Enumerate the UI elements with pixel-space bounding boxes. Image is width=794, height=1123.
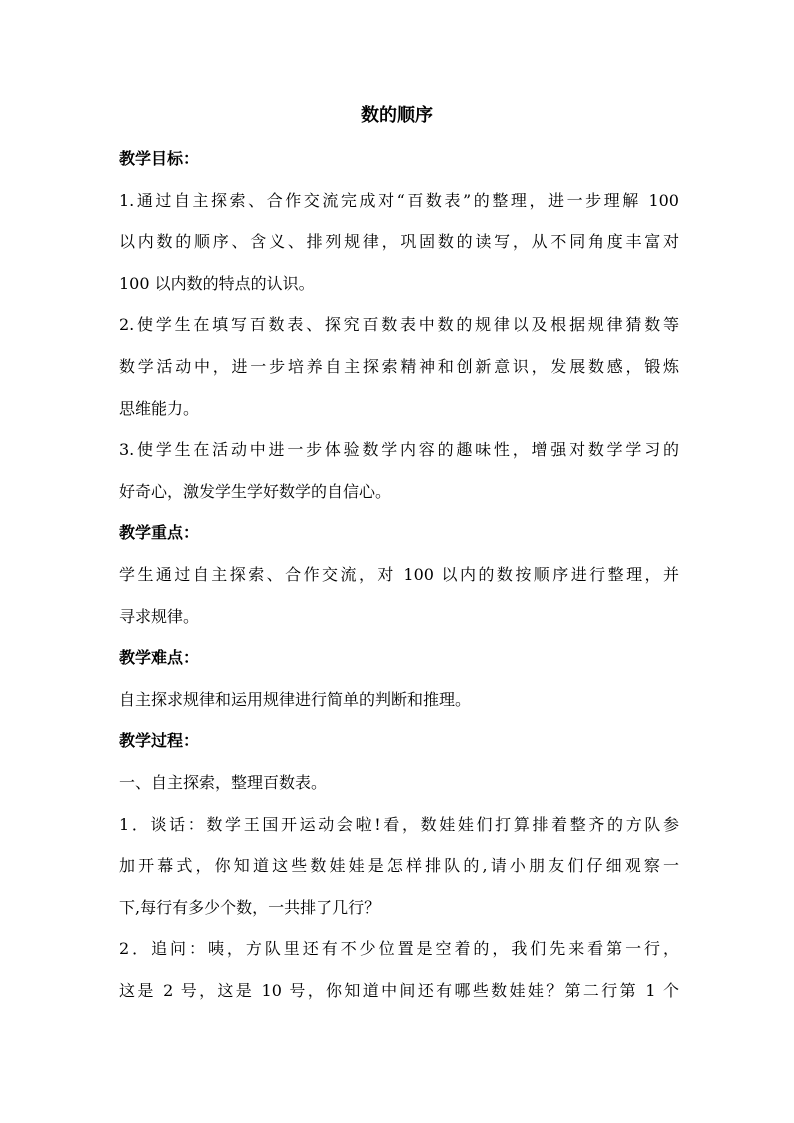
document-body xyxy=(119,145,679,1018)
text-line: 一、自主探索，整理百数表。 xyxy=(119,772,328,792)
text-line: 思维能力。 xyxy=(119,398,200,418)
text-line: 加开幕式，你知道这些数娃娃是怎样排队的,请小朋友们仔细观察一 xyxy=(119,856,679,876)
text-line: 自主探求规律和运用规律进行简单的判断和推理。 xyxy=(119,689,472,709)
text-line: 好奇心，激发学生学好数学的自信心。 xyxy=(119,481,392,501)
text-line: 1．谈话：数学王国开运动会啦!看，数娃娃们打算排着整齐的方队参 xyxy=(119,814,679,834)
text-line: 教学重点： xyxy=(119,523,200,543)
text-line: 100 以内数的特点的认识。 xyxy=(119,273,315,293)
text-line: 1.通过自主探索、合作交流完成对“百数表”的整理，进一步理解 100 xyxy=(119,190,679,210)
text-line: 2.使学生在填写百数表、探究百数表中数的规律以及根据规律猜数等 xyxy=(119,315,679,335)
text-line: 以内数的顺序、含义、排列规律，巩固数的读写，从不同角度丰富对 xyxy=(119,232,679,252)
text-line: 数学活动中，进一步培养自主探索精神和创新意识，发展数感，锻炼 xyxy=(119,356,679,376)
text-line: 教学目标： xyxy=(119,149,200,168)
text-line: 3.使学生在活动中进一步体验数学内容的趣味性，增强对数学学习的 xyxy=(119,440,679,460)
text-line: 教学过程： xyxy=(119,731,200,751)
text-line: 学生通过自主探索、合作交流，对 100 以内的数按顺序进行整理，并 xyxy=(119,564,679,584)
document-title: 数的顺序 xyxy=(361,105,433,126)
text-line: 寻求规律。 xyxy=(119,606,200,626)
text-line: 这是 2 号，这是 10 号，你知道中间还有哪些数娃娃？第二行第 1 个 xyxy=(119,980,679,1000)
text-line: 2．追问：咦，方队里还有不少位置是空着的，我们先来看第一行， xyxy=(119,939,679,959)
text-line: 教学难点： xyxy=(119,648,200,668)
text-line: 下,每行有多少个数，一共排了几行？ xyxy=(119,897,381,917)
